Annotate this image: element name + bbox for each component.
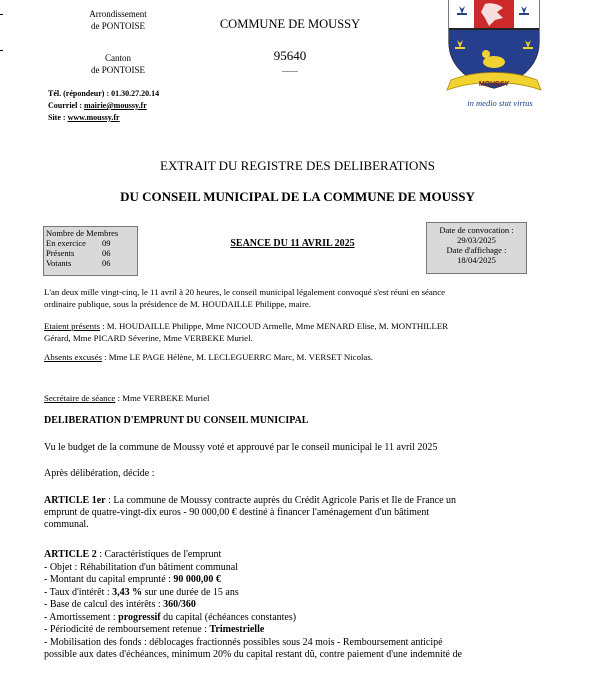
apres-paragraph: Après délibération, décide : [44,468,155,479]
canton-place: de PONTOISE [90,65,146,75]
article-1 [44,495,579,531]
members-row-value: 06 [102,248,111,258]
members-row-label: En exercice [46,238,86,248]
phone-line: Tél. (répondeur) : 01.30.27.20.14 [48,89,160,98]
site-line [48,112,159,124]
article-2 [44,549,584,662]
margin-tick [0,50,3,51]
email-link[interactable]: mairie@moussy.fr [84,101,147,110]
site-label: Site : [48,113,66,122]
header-separator [282,71,298,72]
article-1-text-cont: communal. [44,519,89,530]
article-1-label: ARTICLE 1er [44,495,106,506]
presents-text-cont: Gérard, Mme PICARD Séverine, Mme VERBEKE Muriel. [44,333,253,343]
members-row [46,248,135,258]
article-1-text-cont: emprunt de quatre-vingt-dix euros - 90 000,00 € destiné à financer l'aménagement d'un bâtiment [44,507,430,518]
members-row-label: Votants [46,258,72,268]
title-extrait: EXTRAIT DU REGISTRE DES DELIBERATIONS [160,158,435,173]
intro-line: L'an deux mille vingt-cinq, le 11 avril à 20 heures, le conseil municipal légalement convoqué s'est réuni en séance [44,287,446,297]
presents-text: : M. HOUDAILLE Philippe, Mme NICOUD Armelle, Mme MENARD Elise, M. MONTHILLER [99,321,449,331]
title-conseil: DU CONSEIL MUNICIPAL DE LA COMMUNE DE MOUSSY [120,189,475,204]
secretaire-text: : Mme VERBEKE Muriel [115,393,210,403]
commune-name: COMMUNE DE MOUSSY [219,17,361,31]
email-label: Courriel : [48,101,82,110]
article-2-heading: : Caractéristiques de l'emprunt [96,549,222,560]
secretaire-label: Secrétaire de séance [44,393,116,403]
article-2-item: - Montant du capital emprunté : 90 000,00 € [44,574,221,585]
margin-tick [0,14,3,15]
convocation-label: Date de convocation : [439,225,514,235]
arrondissement-block [58,8,178,32]
coat-of-arms-icon [437,0,557,100]
members-row [46,258,135,268]
canton-label: Canton [105,53,131,63]
article-2-label: ARTICLE 2 [44,549,97,560]
arrondissement-place: de PONTOISE [90,21,146,31]
article-2-item: - Objet : Réhabilitation d'un bâtiment communal [44,561,238,573]
presents-paragraph [44,320,564,344]
site-link[interactable]: www.moussy.fr [67,113,120,122]
article-2-item: - Périodicité de remboursement retenue : Trimestrielle [44,624,265,635]
members-row-value: 09 [102,238,111,248]
members-row-value: 06 [102,258,111,268]
article-1-text: : La commune de Moussy contracte auprès du Crédit Agricole Paris et Ile de France un [105,495,457,506]
crest-banner-text: MOUSSY [478,81,510,88]
canton-block [58,52,178,76]
motto: in medio stat virtus [467,98,533,108]
absents-paragraph [44,351,564,363]
postal-code: 95640 [273,48,307,63]
members-box [43,226,138,276]
affichage-date: 18/04/2025 [457,255,496,265]
vu-paragraph: Vu le budget de la commune de Moussy voté et approuvé par le conseil municipal le 11 avril 2025 [44,442,438,453]
members-row [46,238,135,248]
convocation-date: 29/03/2025 [457,235,496,245]
deliberation-title: DELIBERATION D'EMPRUNT DU CONSEIL MUNICIPAL [44,415,309,426]
article-2-item: - Amortissement : progressif du capital (échéances constantes) [44,611,297,623]
intro-line: ordinaire publique, sous la présidence de M. HOUDAILLE Philippe, maire. [44,299,312,309]
absents-text: : Mme LE PAGE Hélène, M. LECLEGUERRC Marc, M. VERSET Nicolas. [101,352,373,362]
contact-block [48,88,159,124]
email-line [48,100,159,112]
article-2-item: - Taux d'intérêt : 3,43 % sur une durée de 15 ans [44,586,239,598]
affichage-label: Date d'affichage : [446,245,507,255]
members-heading: Nombre de Membres [46,228,119,238]
article-2-item: - Mobilisation des fonds : déblocages fractionnés possibles sous 24 mois - Remboursement anticipé [44,636,443,648]
members-row-label: Présents [46,248,75,258]
absents-label: Absents excusés [44,352,102,362]
intro-paragraph [44,286,564,310]
seance-date: SEANCE DU 11 AVRIL 2025 [230,238,355,249]
presents-label: Etaient présents [44,321,100,331]
secretaire-paragraph [44,392,564,404]
dates-box [426,222,527,274]
article-2-item: - Base de calcul des intérêts : 360/360 [44,599,196,610]
article-2-item: possible aux dates d'échéances, minimum 20% du capital restant dû, contre paiement d'une indemnité de [44,649,462,660]
arrondissement-label: Arrondissement [89,9,147,19]
